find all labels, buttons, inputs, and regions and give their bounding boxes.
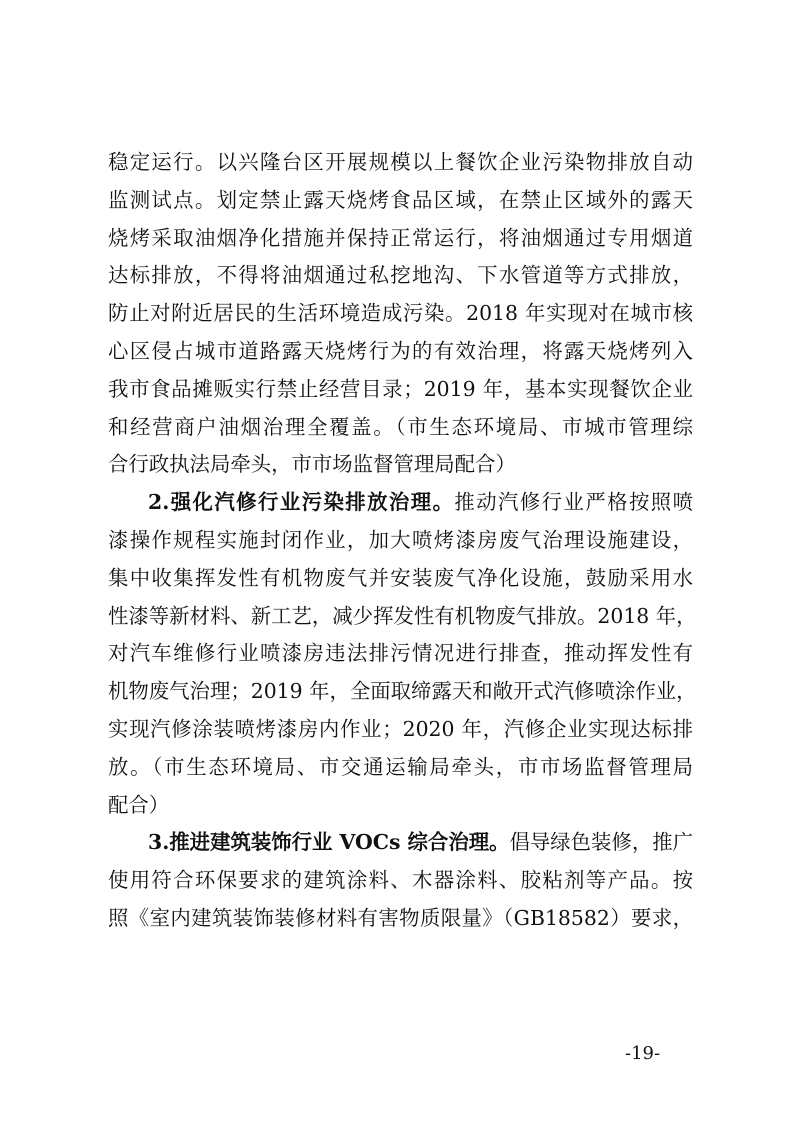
- text-line: [108, 371, 693, 409]
- line-text: 漆操作规程实施封闭作业，加大喷烤漆房废气治理设施建设，: [108, 527, 693, 552]
- text-line: [108, 711, 693, 749]
- section-heading: 3.推进建筑装饰行业 VOCs 综合治理。: [148, 830, 510, 855]
- section-heading: 2.强化汽修行业污染排放治理。: [148, 490, 455, 515]
- line-text: 合行政执法局牵头，市市场监督管理局配合）: [108, 452, 516, 477]
- line-text: 机物废气治理；2019 年，全面取缔露天和敞开式汽修喷涂作业，: [108, 679, 697, 704]
- text-line: [108, 749, 693, 787]
- text-line: [108, 295, 693, 333]
- page-number: -19-: [625, 1043, 661, 1064]
- text-line: [108, 787, 693, 825]
- text-line: [108, 598, 697, 636]
- text-line: [108, 522, 693, 560]
- line-text: 倡导绿色装修，推广: [509, 830, 694, 855]
- line-text: 配合）: [108, 792, 170, 817]
- text-line: [108, 635, 693, 673]
- section-3-first-line: [108, 824, 693, 862]
- text-line: [108, 257, 693, 295]
- line-text: 我市食品摊贩实行禁止经营目录；2019 年，基本实现餐饮企业: [108, 376, 693, 401]
- text-line: [108, 333, 693, 371]
- text-line: [108, 182, 693, 220]
- line-text: 达标排放，不得将油烟通过私挖地沟、下水管道等方式排放，: [108, 263, 693, 288]
- line-text: 照《室内建筑装饰装修材料有害物质限量》（GB18582）要求，: [108, 905, 693, 930]
- line-text: 使用符合环保要求的建筑涂料、木器涂料、胶粘剂等产品。按: [108, 868, 693, 893]
- section-2-first-line: [108, 484, 693, 522]
- text-line: [108, 446, 693, 484]
- line-text: 集中收集挥发性有机物废气并安装废气净化设施，鼓励采用水: [108, 565, 693, 590]
- line-text: 稳定运行。以兴隆台区开展规模以上餐饮企业污染物排放自动: [108, 150, 693, 174]
- line-text: 推动汽修行业严格按照喷: [454, 490, 693, 515]
- line-text: 放。（市生态环境局、市交通运输局牵头，市市场监督管理局: [108, 754, 693, 779]
- line-text: 和经营商户油烟治理全覆盖。（市生态环境局、市城市管理综: [108, 414, 693, 439]
- text-line: [108, 220, 693, 258]
- text-line: [108, 560, 693, 598]
- text-line: [108, 900, 693, 938]
- line-text: 对汽车维修行业喷漆房违法排污情况进行排查，推动挥发性有: [108, 641, 693, 666]
- text-line: [108, 862, 693, 900]
- line-text: 烧烤采取油烟净化措施并保持正常运行，将油烟通过专用烟道: [108, 225, 693, 250]
- line-text: 防止对附近居民的生活环境造成污染。2018 年实现对在城市核: [108, 301, 693, 326]
- text-line: [108, 409, 693, 447]
- line-text: 实现汽修涂装喷烤漆房内作业；2020 年，汽修企业实现达标排: [108, 716, 693, 741]
- line-text: 监测试点。划定禁止露天烧烤食品区域，在禁止区域外的露天: [108, 187, 693, 212]
- line-text: 心区侵占城市道路露天烧烤行为的有效治理，将露天烧烤列入: [108, 338, 693, 363]
- body-text: [108, 144, 697, 938]
- line-text: 性漆等新材料、新工艺，减少挥发性有机物废气排放。2018 年，: [108, 603, 697, 628]
- text-line: [108, 144, 693, 182]
- text-line: [108, 673, 697, 711]
